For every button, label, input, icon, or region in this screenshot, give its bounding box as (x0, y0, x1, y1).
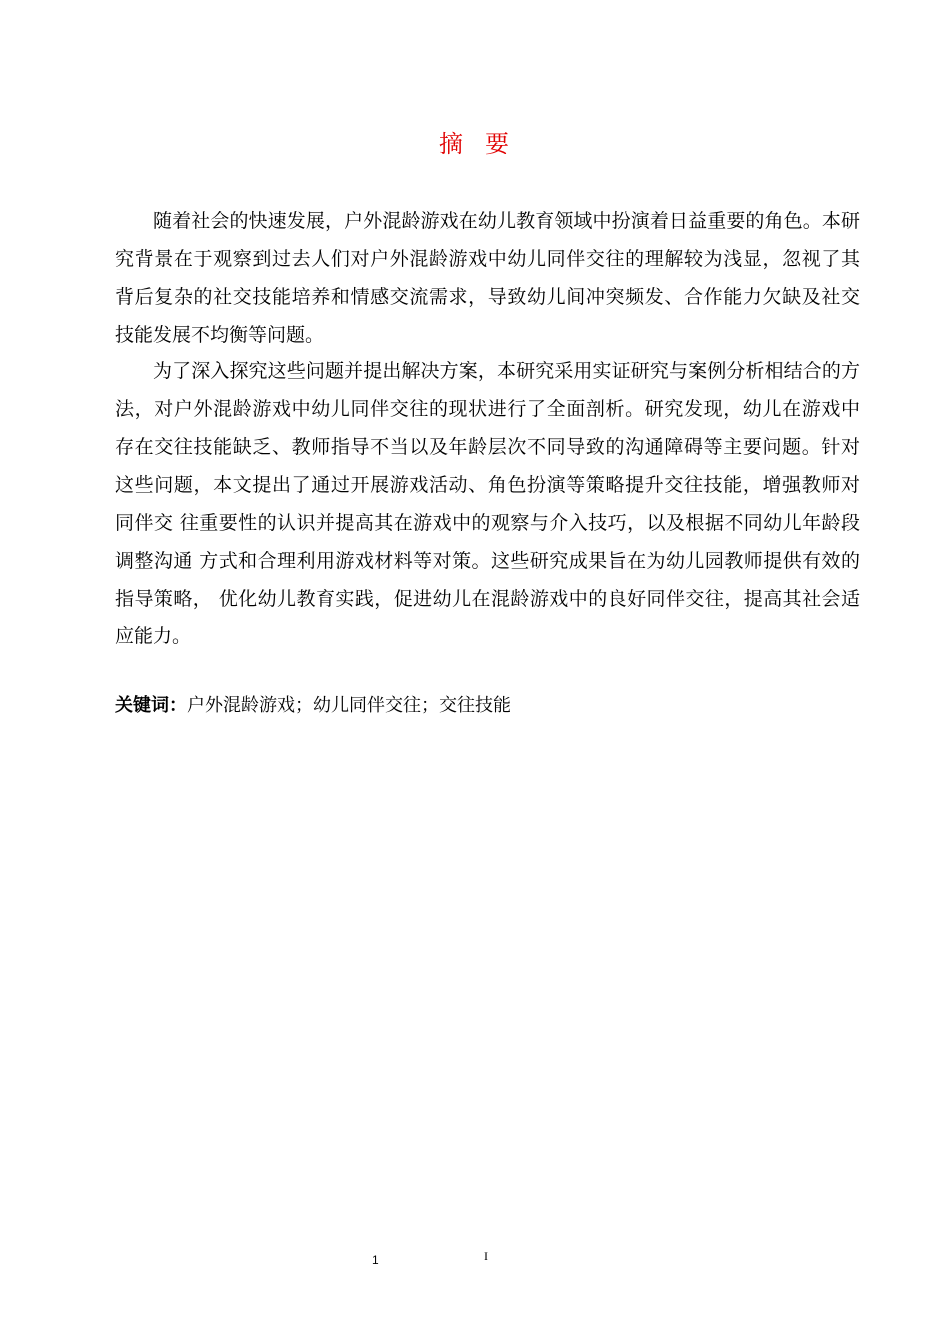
title-char: 要 (485, 130, 511, 158)
text-line: 技能发展不均衡等问题。 (115, 324, 325, 346)
keywords (115, 694, 511, 718)
title-char: 摘 (439, 130, 465, 158)
text-line: 法，对户外混龄游戏中幼儿同伴交往的现状进行了全面剖析。研究发现，幼儿在游戏中 (115, 398, 860, 420)
roman-page-number: I (484, 1249, 488, 1263)
text-line: 究背景在于观察到过去人们对户外混龄游戏中幼儿同伴交往的理解较为浅显，忽视了其 (115, 248, 860, 270)
text-line: 为了深入探究这些问题并提出解决方案，本研究采用实证研究与案例分析相结合的方 (153, 360, 860, 382)
abstract-title (0, 124, 950, 159)
text-line: 存在交往技能缺乏、教师指导不当以及年龄层次不同导致的沟通障碍等主要问题。针对 (115, 436, 860, 458)
page-number: 1 (372, 1253, 379, 1267)
text-line: 背后复杂的社交技能培养和情感交流需求，导致幼儿间冲突频发、合作能力欠缺及社交 (115, 286, 860, 308)
text-line: 这些问题，本文提出了通过开展游戏活动、角色扮演等策略提升交往技能，增强教师对 (115, 474, 860, 496)
text-line: 应能力。 (115, 625, 192, 647)
keywords-value: 户外混龄游戏；幼儿同伴交往；交往技能 (187, 695, 511, 716)
text-line: 随着社会的快速发展，户外混龄游戏在幼儿教育领域中扮演着日益重要的角色。本研 (153, 210, 860, 232)
text-line: 同伴交 往重要性的认识并提高其在游戏中的观察与介入技巧，以及根据不同幼儿年龄段 (115, 512, 860, 534)
keywords-label: 关键词： (115, 695, 187, 716)
text-line: 指导策略， 优化幼儿教育实践，促进幼儿在混龄游戏中的良好同伴交往，提高其社会适 (115, 588, 860, 610)
text-line: 调整沟通 方式和合理利用游戏材料等对策。这些研究成果旨在为幼儿园教师提供有效的 (115, 550, 860, 572)
